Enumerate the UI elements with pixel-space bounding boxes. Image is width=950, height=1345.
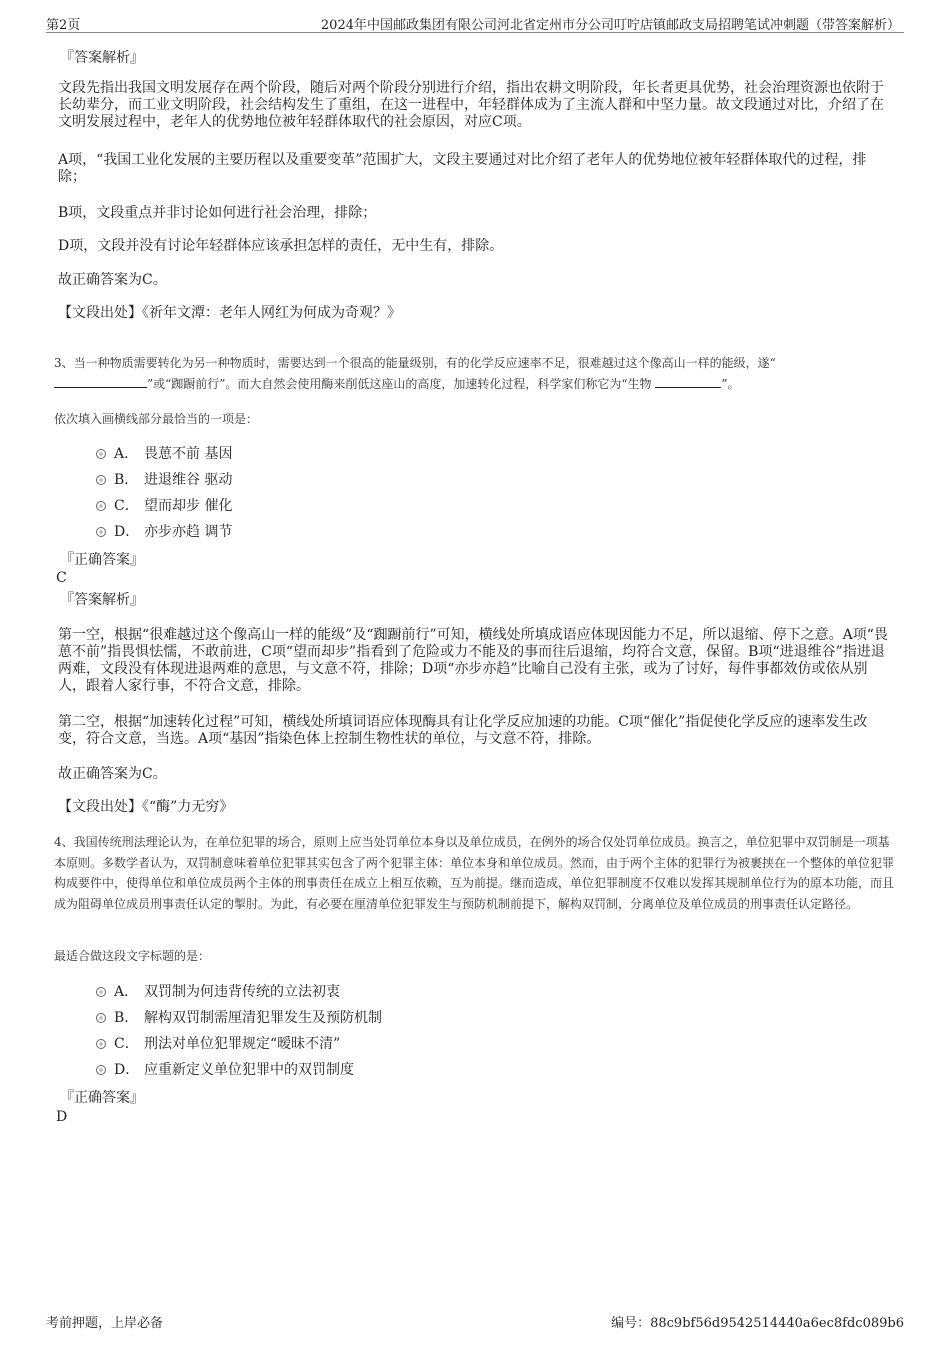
q2-analysis-title: 『答案解析』: [60, 50, 144, 66]
q3-stem-part2: ”或“踟蹰前行”。而大自然会使用酶来削低这座山的高度，加速转化过程，科学家们称它为“生物: [147, 376, 652, 391]
q2-conclusion: 故正确答案为C。: [58, 272, 167, 288]
q2-analysis-option-d: D项，文段并没有讨论年轻群体应该承担怎样的责任，无中生有，排除。: [58, 238, 504, 254]
radio-icon[interactable]: [96, 1013, 106, 1023]
radio-icon[interactable]: [96, 501, 106, 511]
page-number: 第2页: [46, 18, 81, 33]
q3-option-b[interactable]: B． 进退维谷 驱动: [96, 472, 232, 489]
q3-answer: C: [56, 570, 67, 586]
q3-answer-title: 『正确答案』: [60, 552, 144, 568]
q2-analysis-paragraph: 文段先指出我国文明发展存在两个阶段，随后对两个阶段分别进行介绍，指出农耕文明阶段，年长者更具优势，社会治理资源也依附于长幼辈分，而工业文明阶段，社会结构发生了重组，在这一进程中，年轻群体成为了主流人群和中坚力量。故文段通过对比，介绍了在文明发展过程中，老年人的优势地位被年轻群体取代的社会原因，对应C项。: [58, 80, 884, 130]
q3-conclusion: 故正确答案为C。: [58, 766, 167, 782]
q4-option-b[interactable]: B． 解构双罚制需厘清犯罪发生及预防机制: [96, 1010, 382, 1027]
q4-stem: 4、我国传统刑法理论认为，在单位犯罪的场合，原则上应当处罚单位本身以及单位成员，在例外的场合仅处罚单位成员。换言之，单位犯罪中双罚制是一项基本原则。多数学者认为，双罚制意味着单位犯罪其实包含了两个犯罪主体：单位本身和单位成员。然而，由于两个主体的犯罪行为被裹挟在一个整体的单位犯罪构成要件中，使得单位和单位成员两个主体的刑事责任在成立上相互依赖，互为前提。继而造成，单位犯罪制度不仅难以发挥其规制单位行为的原本功能，而且成为阻碍单位成员刑事责任认定的掣肘。为此，有必要在厘清单位犯罪发生与预防机制前提下，解构双罚制，分离单位及单位成员的刑事责任认定路径。: [54, 835, 895, 911]
radio-icon[interactable]: [96, 475, 106, 485]
q2-analysis-option-a: A项，“我国工业化发展的主要历程以及重要变革”范围扩大，文段主要通过对比介绍了老年人的优势地位被年轻群体取代的过程，排除；: [58, 152, 867, 185]
q4-answer: D: [56, 1109, 68, 1125]
q4-prompt: 最适合做这段文字标题的是：: [54, 949, 211, 963]
q3-stem-part3: ”。: [721, 376, 740, 391]
radio-icon[interactable]: [96, 449, 106, 459]
radio-icon[interactable]: [96, 1065, 106, 1075]
q3-option-a[interactable]: A． 畏葸不前 基因: [96, 446, 232, 463]
radio-icon[interactable]: [96, 1039, 106, 1049]
document-title: 2024年中国邮政集团有限公司河北省定州市分公司叮咛店镇邮政支局招聘笔试冲刺题（带答案解析）: [320, 18, 900, 33]
q3-analysis-paragraph-2: 第二空，根据“加速转化过程”可知，横线处所填词语应体现酶具有让化学反应加速的功能。C项“催化”指促使化学反应的速率发生改变，符合文意，当选。A项“基因”指染色体上控制生物性状的单位，与文意不符，排除。: [58, 714, 868, 747]
q4-option-d[interactable]: D． 应重新定义单位犯罪中的双罚制度: [96, 1062, 354, 1079]
q2-analysis-option-b: B项，文段重点并非讨论如何进行社会治理，排除；: [58, 205, 377, 221]
radio-icon[interactable]: [96, 987, 106, 997]
q3-stem-part1: 3、当一种物质需要转化为另一种物质时，需要达到一个很高的能量级别，有的化学反应速率不足，很难越过这个像高山一样的能级，遂“: [54, 356, 776, 370]
q3-analysis-title: 『答案解析』: [60, 592, 144, 608]
footer-slogan: 考前押题，上岸必备: [46, 1316, 164, 1331]
q3-stem: [54, 353, 894, 394]
q3-prompt: 依次填入画横线部分最恰当的一项是：: [54, 412, 259, 426]
q3-blank-1: [54, 374, 147, 388]
q2-source: 【文段出处】《祈年文潭：老年人网红为何成为奇观？》: [58, 305, 401, 321]
q3-option-c[interactable]: C． 望而却步 催化: [96, 498, 232, 515]
radio-icon[interactable]: [96, 527, 106, 537]
q3-blank-2: [655, 374, 721, 388]
q4-option-c[interactable]: C． 刑法对单位犯罪规定“暧昧不清”: [96, 1036, 340, 1053]
q4-answer-title: 『正确答案』: [60, 1090, 144, 1106]
q3-option-d[interactable]: D． 亦步亦趋 调节: [96, 524, 232, 541]
footer-code: 编号：88c9bf56d9542514440a6ec8fdc089b6: [611, 1316, 904, 1331]
q3-analysis-paragraph-1: 第一空，根据“很难越过这个像高山一样的能级”及“踟蹰前行”可知，横线处所填成语应体现因能力不足，所以退缩、停下之意。A项“畏葸不前”指畏惧怯懦，不敢前进，C项“望而却步”指看到了危险或力不能及的事而往后退缩，均符合文意，保留。B项“进退维谷”指进退两难，文段没有体现进退两难的意思，与文意不符，排除；D项“亦步亦趋”比喻自己没有主张，或为了讨好，每件事都效仿或依从别人，跟着人家行事，不符合文意，排除。: [58, 627, 888, 694]
q3-source: 【文段出处】《“酶”力无穷》: [58, 799, 234, 815]
page-header: [46, 14, 904, 33]
q4-option-a[interactable]: A． 双罚制为何违背传统的立法初衷: [96, 984, 340, 1001]
